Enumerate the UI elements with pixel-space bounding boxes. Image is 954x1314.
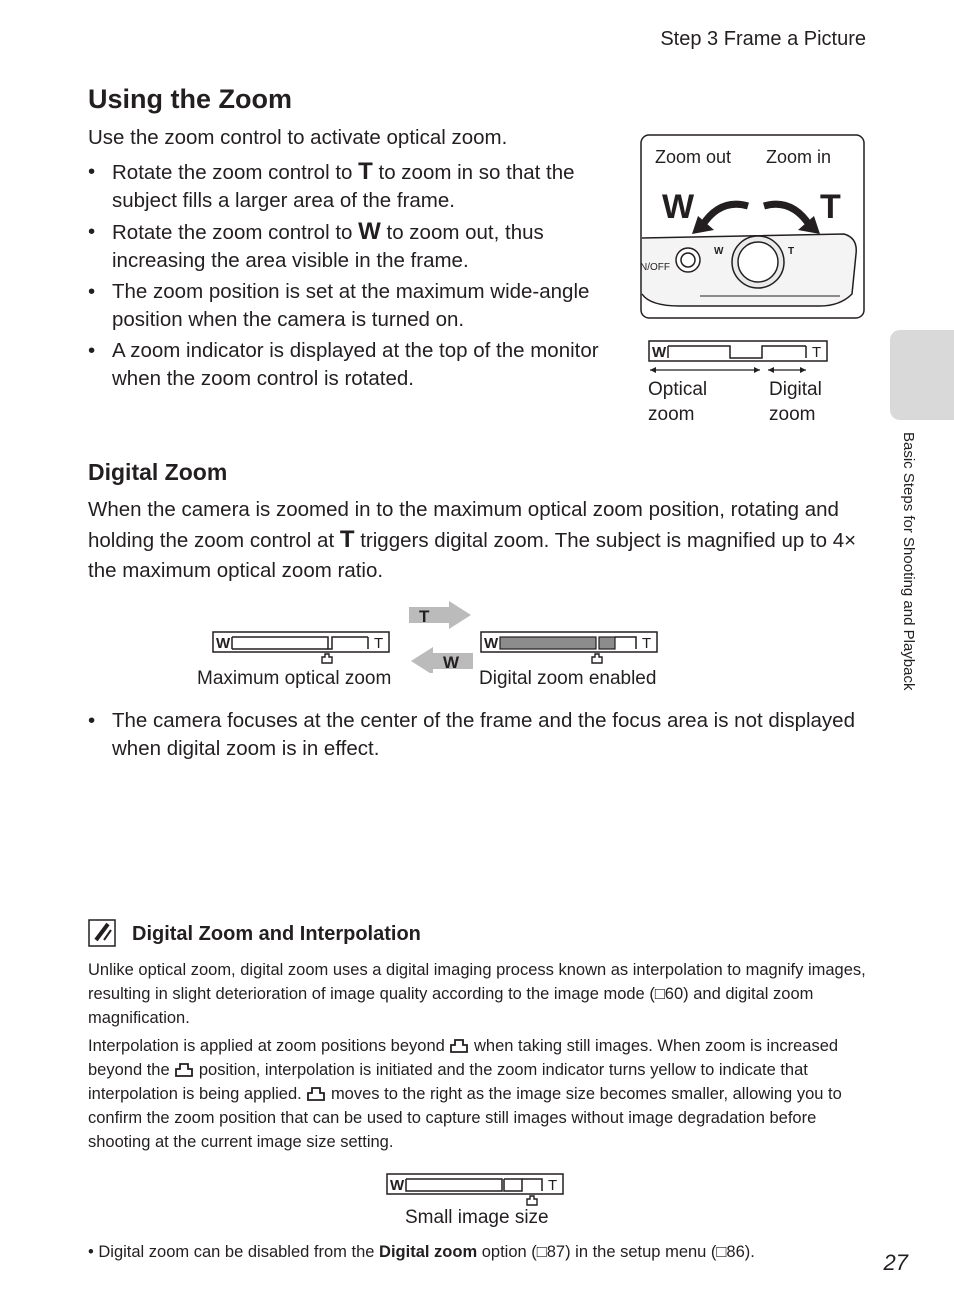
note-text: Interpolation is applied at zoom positions beyond [88, 1037, 445, 1055]
image-size-marker-icon [527, 1196, 537, 1205]
zoom-out-label: Zoom out [655, 147, 732, 167]
svg-text:W: W [443, 653, 460, 672]
digital-zoom-bullet-list [88, 707, 878, 766]
bullet-zoom-indicator: • A zoom indicator is displayed at the top of the monitor when the zoom control is rotated. [88, 337, 628, 393]
page-ref: 60 [664, 985, 684, 1003]
pencil-icon [88, 919, 116, 947]
page-header: Step 3 Frame a Picture [660, 28, 866, 50]
zoom-in-label: Zoom in [766, 147, 832, 167]
note-text: Unlike optical zoom, digital zoom uses a digital imaging process known as interpolation to magnify images, resulting in slight deterioration of image quality according to the image mode ( [88, 961, 866, 1003]
note-text: ) in the setup menu ( [565, 1243, 717, 1261]
note-bullet [88, 1240, 878, 1264]
small-image-size-bar [386, 1173, 566, 1209]
book-icon: □ [654, 985, 665, 1003]
t-large-icon: T [820, 188, 841, 226]
book-icon: □ [716, 1243, 727, 1261]
note-text: ). [744, 1243, 755, 1261]
digital-zoom-option-label: Digital zoom [379, 1243, 478, 1261]
camera-zoom-control-figure [640, 134, 866, 320]
digital-zoom-enabled-caption: Digital zoom enabled [479, 668, 657, 689]
page-number: 27 [883, 1250, 908, 1275]
svg-text:T: T [642, 635, 652, 652]
bullet-zoom-in [88, 158, 628, 215]
t-glyph-icon: T [339, 526, 355, 553]
image-size-marker-icon [174, 1061, 194, 1077]
w-large-icon: W [662, 188, 695, 226]
note-title: Digital Zoom and Interpolation [132, 923, 421, 945]
bullet-zoom-out [88, 218, 628, 275]
caption-line: zoom [648, 404, 695, 425]
image-size-marker-icon [306, 1085, 326, 1101]
bullet-text: to zoom in so that the subject fills a larger area of the frame. [112, 161, 575, 212]
bullet-text: to zoom out, thus increasing the area visible in the frame. [112, 221, 544, 272]
note-text: moves to the right as the image size becomes smaller, allowing you to confirm the zoom position that can be used to capture still images without image degradation before shooting at the current image size setting. [88, 1085, 842, 1151]
intro-text: Use the zoom control to activate optical zoom. [88, 126, 508, 149]
page-title: Using the Zoom [88, 84, 292, 114]
caption-line: zoom [769, 404, 816, 425]
svg-text:T: T [419, 607, 430, 626]
bullet-default-position: • The zoom position is set at the maximum wide-angle position when the camera is turned on. [88, 278, 628, 334]
digital-zoom-heading: Digital Zoom [88, 459, 228, 485]
small-image-size-caption: Small image size [405, 1207, 549, 1228]
svg-text:W: W [652, 344, 667, 361]
optical-zoom-caption [648, 377, 707, 427]
svg-text:W: W [714, 246, 724, 257]
page-ref: 86 [726, 1243, 745, 1261]
note-text: Digital zoom can be disabled from the [98, 1243, 375, 1261]
svg-text:W: W [390, 1177, 405, 1194]
svg-text:T: T [548, 1177, 558, 1194]
w-arrow-left-icon [411, 647, 473, 673]
para-text: triggers digital zoom. The subject is magnified up to 4× the maximum optical zoom ratio. [88, 529, 857, 582]
chapter-tab [890, 330, 954, 420]
book-icon: □ [536, 1243, 547, 1261]
svg-text:W: W [484, 635, 499, 652]
digital-zoom-paragraph [88, 495, 878, 586]
chapter-tab-label: Basic Steps for Shooting and Playback [900, 432, 917, 691]
note-text: ) and digital zoom magnification. [88, 985, 814, 1027]
power-label: N/OFF [640, 262, 670, 273]
svg-text:T: T [374, 635, 384, 652]
w-glyph-icon: W [358, 218, 381, 245]
bullet-text: Rotate the zoom control to [112, 221, 353, 244]
note-paragraph-1 [88, 958, 878, 1030]
image-size-marker-icon [592, 654, 602, 663]
page-ref: 87 [546, 1243, 566, 1261]
bullet-dot: • [88, 1243, 99, 1261]
note-paragraph-2 [88, 1034, 878, 1154]
caption-line: Digital [769, 379, 822, 400]
digital-zoom-enabled-bar [480, 631, 660, 667]
note-text: when taking still images. When zoom is increased beyond the [88, 1037, 839, 1079]
max-optical-zoom-bar [212, 631, 392, 667]
max-optical-zoom-caption: Maximum optical zoom [197, 668, 392, 689]
caption-line: Optical [648, 379, 708, 400]
note-text: option ( [481, 1243, 537, 1261]
zoom-bullet-list [88, 158, 628, 396]
para-text: When the camera is zoomed in to the maximum optical zoom position, rotating and holding the zoom control at [88, 498, 839, 552]
zoom-indicator-bar [648, 340, 830, 376]
note-text: position, interpolation is initiated and the zoom indicator turns yellow to indicate that interpolation is being applied. [88, 1061, 808, 1103]
bullet-focus-area: • The camera focuses at the center of the frame and the focus area is not displayed when digital zoom is in effect. [88, 707, 878, 763]
image-size-marker-icon [449, 1037, 469, 1053]
svg-text:W: W [216, 635, 231, 652]
svg-text:T: T [812, 344, 822, 361]
svg-text:T: T [788, 246, 795, 257]
image-size-marker-icon [322, 654, 332, 663]
bullet-text: Rotate the zoom control to [112, 161, 353, 184]
t-glyph-icon: T [358, 158, 373, 185]
digital-zoom-caption [769, 377, 822, 427]
zoom-direction-arrows [405, 601, 477, 673]
